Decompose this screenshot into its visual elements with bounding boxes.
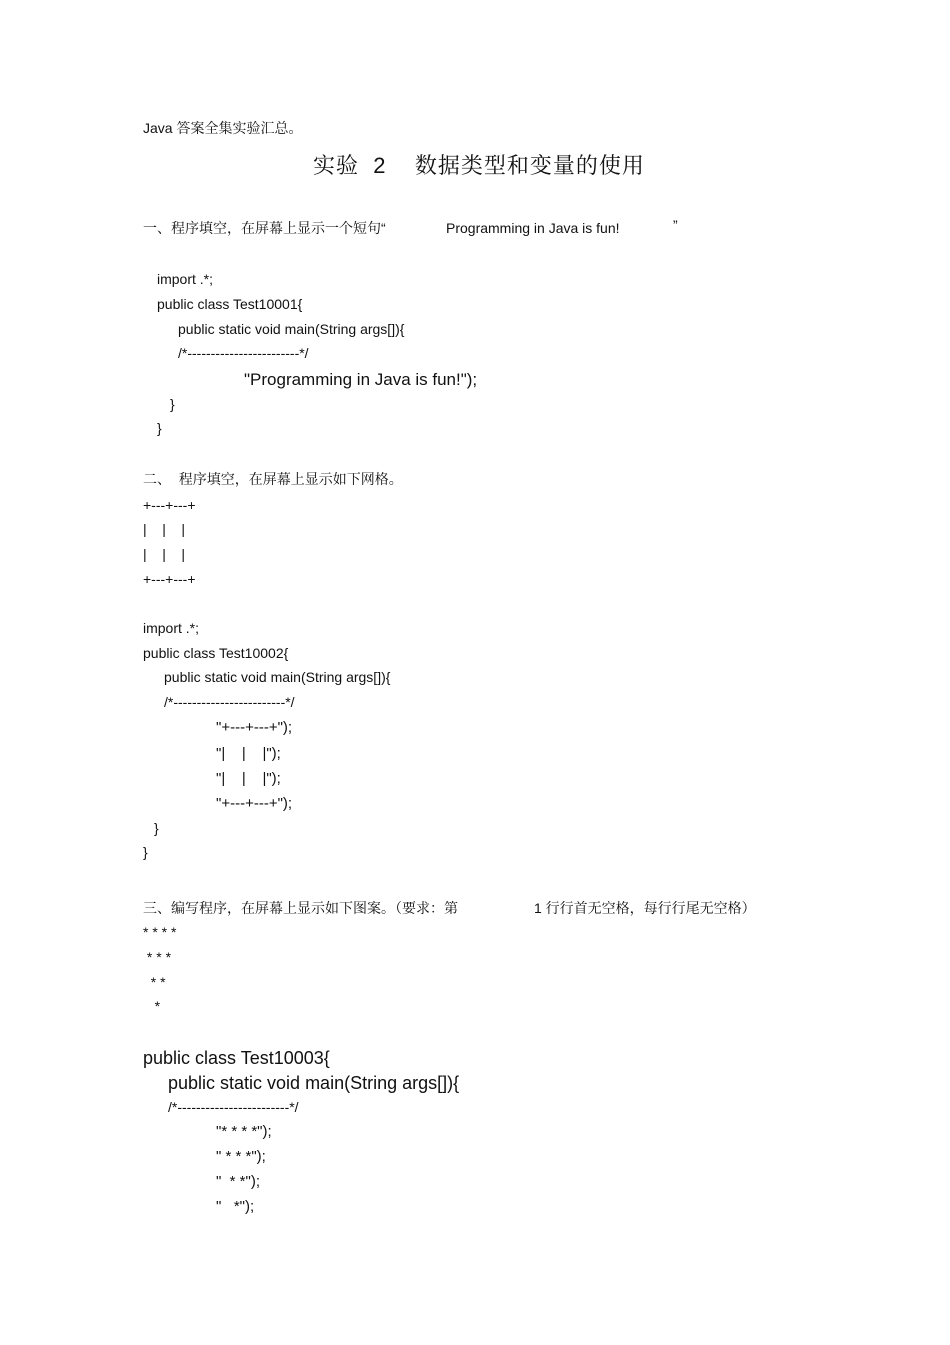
- page-title: 实验 2 数据类型和变量的使用: [313, 153, 645, 178]
- pattern-line: * * * *: [143, 924, 177, 940]
- code-line: }: [170, 396, 175, 412]
- code-line: " *");: [216, 1198, 255, 1215]
- code-line: "+---+---+");: [216, 719, 293, 736]
- code-line: "+---+---+");: [216, 795, 293, 812]
- section1-heading-close: ”: [673, 217, 678, 233]
- code-line: public static void main(String args[]){: [164, 669, 391, 685]
- code-line: "Programming in Java is fun!");: [244, 370, 478, 389]
- code-line: }: [157, 420, 162, 436]
- pattern-line: *: [143, 998, 161, 1014]
- code-line: public class Test10003{: [143, 1048, 330, 1068]
- code-line: "| | |");: [216, 770, 281, 787]
- code-line: }: [154, 820, 159, 836]
- code-comment: /*------------------------*/: [164, 694, 295, 710]
- document-header: Java 答案全集实验汇总。: [143, 120, 303, 136]
- section2-heading: 二、 程序填空，在屏幕上显示如下网格。: [143, 471, 403, 487]
- code-comment: /*------------------------*/: [178, 345, 309, 361]
- pattern-line: * * *: [143, 949, 172, 965]
- section1-heading: 一、程序填空，在屏幕上显示一个短句“: [143, 220, 386, 236]
- code-line: }: [143, 844, 148, 860]
- grid-line: | | |: [143, 546, 186, 562]
- code-line: public class Test10002{: [143, 645, 289, 661]
- code-line: import .*;: [143, 620, 200, 636]
- code-line: import .*;: [157, 271, 214, 287]
- code-line: public static void main(String args[]){: [178, 321, 405, 337]
- pattern-line: * *: [143, 974, 166, 990]
- section3-heading: 三、编写程序，在屏幕上显示如下图案。（要求：第: [143, 900, 458, 916]
- code-line: public class Test10001{: [157, 296, 303, 312]
- grid-line: +---+---+: [143, 571, 196, 587]
- grid-line: +---+---+: [143, 497, 196, 513]
- code-comment: /*------------------------*/: [168, 1099, 299, 1115]
- code-line: " * * *");: [216, 1148, 266, 1165]
- code-line: public static void main(String args[]){: [168, 1073, 460, 1093]
- code-line: "| | |");: [216, 745, 281, 762]
- section3-heading-tail: 1 行行首无空格，每行行尾无空格）: [534, 900, 756, 916]
- code-line: "* * * *");: [216, 1123, 272, 1140]
- code-line: " * *");: [216, 1173, 260, 1190]
- grid-line: | | |: [143, 521, 186, 537]
- section1-heading-quote: Programming in Java is fun!: [446, 220, 620, 236]
